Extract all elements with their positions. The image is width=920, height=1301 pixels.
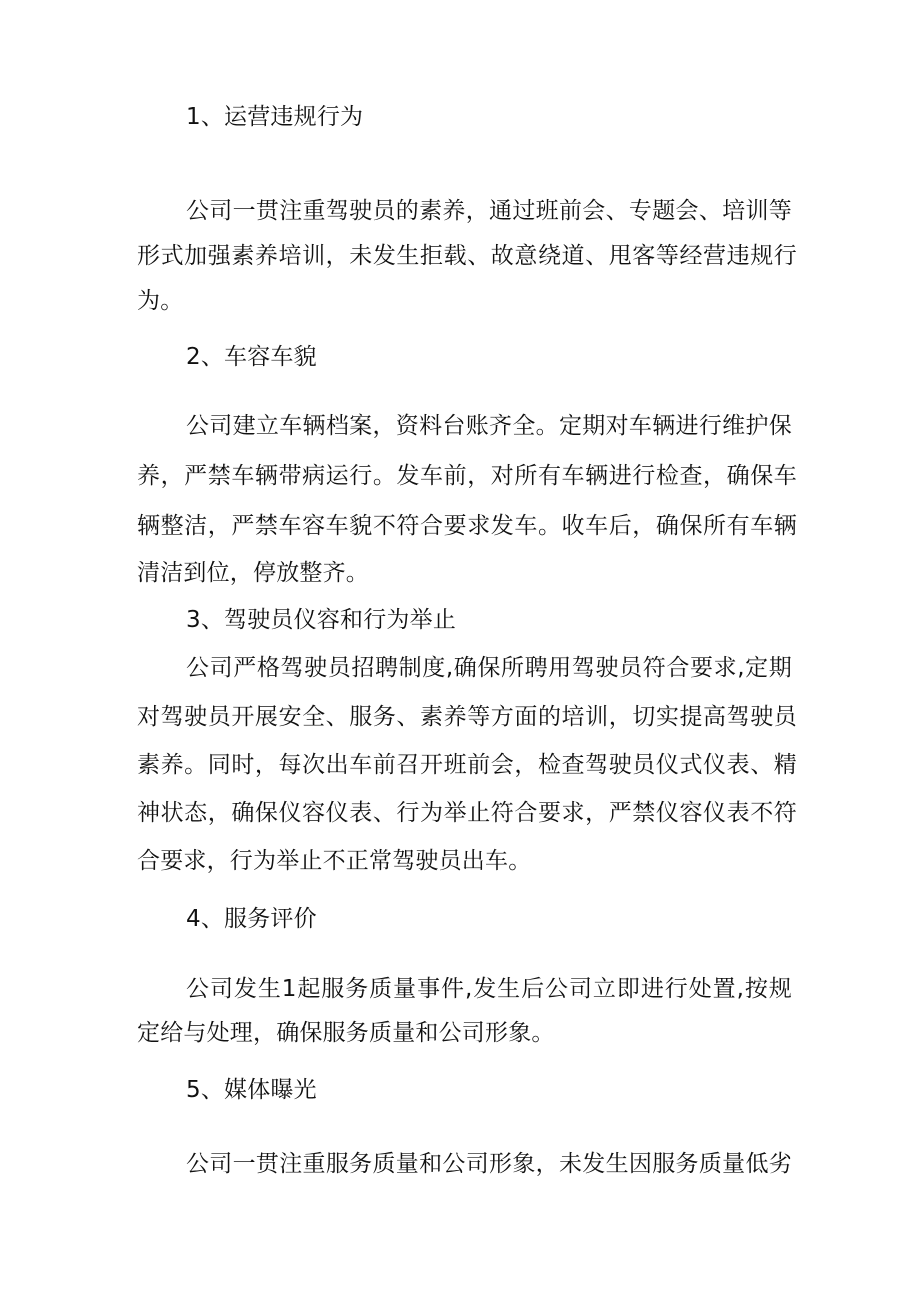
paragraph-line: 定给与处理，确保服务质量和公司形象。 bbox=[137, 1020, 555, 1046]
paragraph-line: 辆整洁，严禁车容车貌不符合要求发车。收车后，确保所有车辆 bbox=[137, 513, 797, 539]
paragraph-line: 公司一贯注重服务质量和公司形象，未发生因服务质量低劣 bbox=[186, 1151, 792, 1177]
paragraph-line: 素养。同时，每次出车前召开班前会，检查驾驶员仪式仪表、精 bbox=[137, 752, 797, 778]
paragraph-line: 公司建立车辆档案，资料台账齐全。定期对车辆进行维护保 bbox=[186, 413, 792, 439]
paragraph-line: 形式加强素养培训，未发生拒载、故意绕道、甩客等经营违规行 bbox=[137, 243, 797, 269]
paragraph-line: 养，严禁车辆带病运行。发车前，对所有车辆进行检查，确保车 bbox=[137, 463, 797, 489]
section-heading-1: 1、运营违规行为 bbox=[186, 104, 364, 130]
paragraph-line: 为。 bbox=[137, 288, 184, 314]
paragraph-line: 公司严格驾驶员招聘制度,确保所聘用驾驶员符合要求,定期 bbox=[186, 655, 792, 681]
section-heading-2: 2、车容车貌 bbox=[186, 344, 317, 370]
section-heading-5: 5、媒体曝光 bbox=[186, 1077, 317, 1103]
section-heading-4: 4、服务评价 bbox=[186, 906, 317, 932]
paragraph-line: 合要求，行为举止不正常驾驶员出车。 bbox=[137, 848, 532, 874]
paragraph-line: 清洁到位，停放整齐。 bbox=[137, 560, 369, 586]
section-heading-3: 3、驾驶员仪容和行为举止 bbox=[186, 607, 457, 633]
paragraph-line: 对驾驶员开展安全、服务、素养等方面的培训，切实提高驾驶员 bbox=[137, 704, 797, 730]
paragraph-line: 公司一贯注重驾驶员的素养，通过班前会、专题会、培训等 bbox=[186, 198, 792, 224]
paragraph-line: 神状态，确保仪容仪表、行为举止符合要求，严禁仪容仪表不符 bbox=[137, 800, 797, 826]
paragraph-line: 公司发生1起服务质量事件,发生后公司立即进行处置,按规 bbox=[186, 976, 792, 1002]
